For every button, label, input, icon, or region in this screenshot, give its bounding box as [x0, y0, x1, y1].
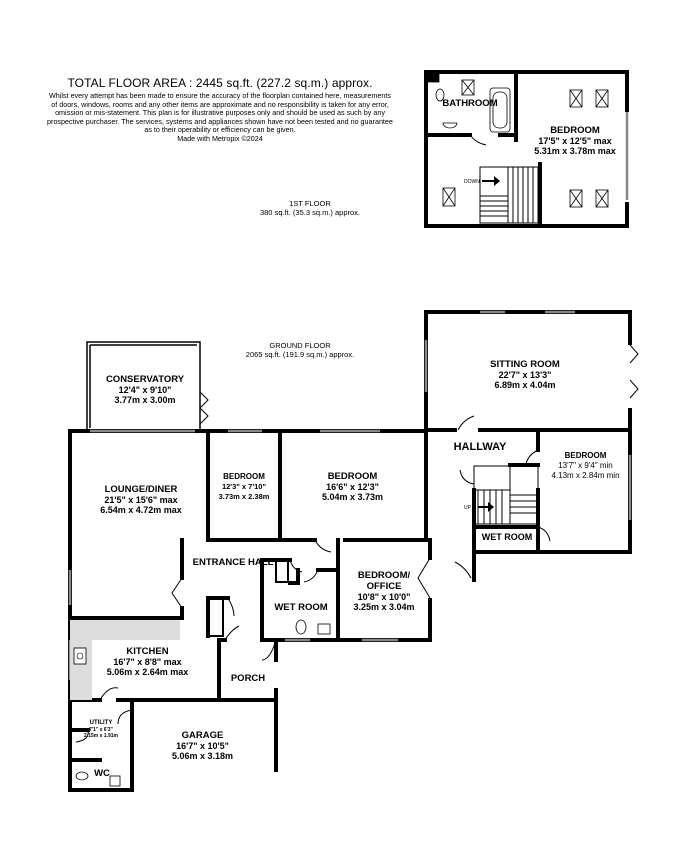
room-name: CONSERVATORY: [105, 374, 185, 385]
room-imperial: 22'7" x 13'3": [498, 370, 552, 380]
room-name: PORCH: [230, 673, 266, 684]
room-name: UTILITY: [89, 720, 113, 726]
room-metric: 5.06m x 2.64m max: [106, 667, 189, 677]
disclaimer-line: as to their operability or efficiency can be given.: [144, 125, 296, 135]
ground-floor-area: 2065 sq.ft. (191.9 sq.m.) approx.: [245, 350, 355, 359]
room-bedroom-office: [340, 570, 428, 612]
first-floor-area: 380 sq.ft. (35.3 sq.m.) approx.: [259, 208, 361, 217]
stair-up-arrow: [478, 502, 494, 512]
room-metric: 2.15m x 1.91m: [84, 733, 118, 739]
room-metric: 5.31m x 3.78m max: [534, 146, 616, 156]
room-garage: [150, 730, 255, 761]
stair-down-label: DOWN: [464, 179, 480, 185]
room-imperial: 12'4" x 9'10": [118, 385, 172, 395]
room-metric: 5.06m x 3.18m: [171, 751, 234, 761]
room-bedroom-mid: [300, 471, 405, 502]
first-floor-stairs: [480, 167, 538, 223]
room-name-line2: OFFICE: [366, 581, 402, 592]
room-metric: 4.13m x 2.84m min: [551, 471, 620, 480]
room-wet-room: [264, 602, 338, 613]
stair-up-label: UP: [464, 505, 471, 511]
room-name: GARAGE: [181, 730, 224, 741]
room-bedroom-right: [543, 450, 628, 481]
room-name: KITCHEN: [126, 646, 169, 657]
room-name: BATHROOM: [442, 98, 498, 109]
room-name: WC: [94, 768, 110, 779]
room-entrance-hall: [188, 557, 278, 568]
disclaimer-line: prospective purchaser. The services, systems and appliances shown have not been tested and no guarantee: [47, 116, 393, 126]
room-imperial: 21'5" x 15'6" max: [104, 495, 178, 505]
room-bathroom: [430, 98, 510, 109]
room-name: SITTING ROOM: [490, 359, 560, 370]
room-imperial: 12'3" x 7'10": [221, 482, 267, 491]
room-utility: [72, 720, 130, 739]
room-conservatory: [90, 374, 200, 405]
room-name: WET ROOM: [481, 532, 533, 542]
stair-down-arrow: [482, 176, 500, 186]
ground-floor-right-walls: [426, 312, 630, 552]
room-metric: 3.25m x 3.04m: [353, 602, 415, 612]
room-imperial: 17'5" x 12'5" max: [538, 136, 612, 146]
room-imperial: 10'8" x 10'0": [357, 592, 411, 602]
room-imperial: 16'7" x 8'8" max: [113, 657, 182, 667]
disclaimer-line: Whilst every attempt has been made to ensure the accuracy of the floorplan contained here, measurements: [49, 91, 391, 100]
disclaimer-line: Made with Metropix ©2024: [177, 133, 263, 143]
store-cupboard: [208, 598, 223, 636]
room-metric: 6.89m x 4.04m: [494, 380, 556, 390]
room-metric: 6.54m x 4.72m max: [100, 505, 182, 515]
room-wc: [88, 768, 116, 779]
room-imperial: 16'6" x 12'3": [326, 482, 379, 492]
disclaimer-line: omission or mis-statement. This plan is for illustrative purposes only and should be used as such by any: [55, 108, 385, 118]
room-imperial: 16'7" x 10'5": [176, 741, 229, 751]
room-name: BEDROOM: [223, 472, 265, 481]
room-kitchen: [95, 646, 200, 677]
room-name: LOUNGE/DINER: [104, 484, 178, 495]
room-name: BEDROOM: [564, 451, 607, 460]
room-name: HALLWAY: [453, 441, 507, 453]
room-porch: [222, 673, 274, 684]
room-imperial: 13'7" x 9'4" min: [558, 461, 613, 470]
room-metric: 3.77m x 3.00m: [114, 395, 176, 405]
room-wet-room-right: [476, 532, 538, 543]
room-name: BEDROOM: [327, 471, 378, 482]
room-sitting-room: [470, 359, 580, 390]
first-floor-name: 1ST FLOOR: [289, 199, 331, 208]
disclaimer-line: of doors, windows, rooms and any other items are approximate and no responsibility is taken for any error,: [51, 99, 389, 109]
room-name: WET ROOM: [274, 602, 328, 613]
ground-floor-stairs: [474, 466, 538, 524]
total-floor-area: TOTAL FLOOR AREA : 2445 sq.ft. (227.2 sq.m.) approx.: [67, 76, 373, 90]
wet-room-fixtures: [76, 620, 330, 786]
room-hallway: [450, 442, 510, 453]
room-name: BEDROOM/: [357, 570, 411, 581]
room-name: ENTRANCE HALL: [192, 557, 274, 568]
room-name: BEDROOM: [550, 125, 600, 136]
room-metric: 5.04m x 3.73m: [321, 492, 384, 502]
room-first-floor-bedroom: [520, 125, 630, 156]
room-lounge-diner: [82, 484, 200, 515]
room-bedroom-small: [210, 471, 278, 502]
ground-floor-name: GROUND FLOOR: [269, 341, 331, 350]
room-imperial: 7'1" x 6'3": [89, 727, 113, 733]
room-metric: 3.73m x 2.38m: [218, 492, 270, 501]
